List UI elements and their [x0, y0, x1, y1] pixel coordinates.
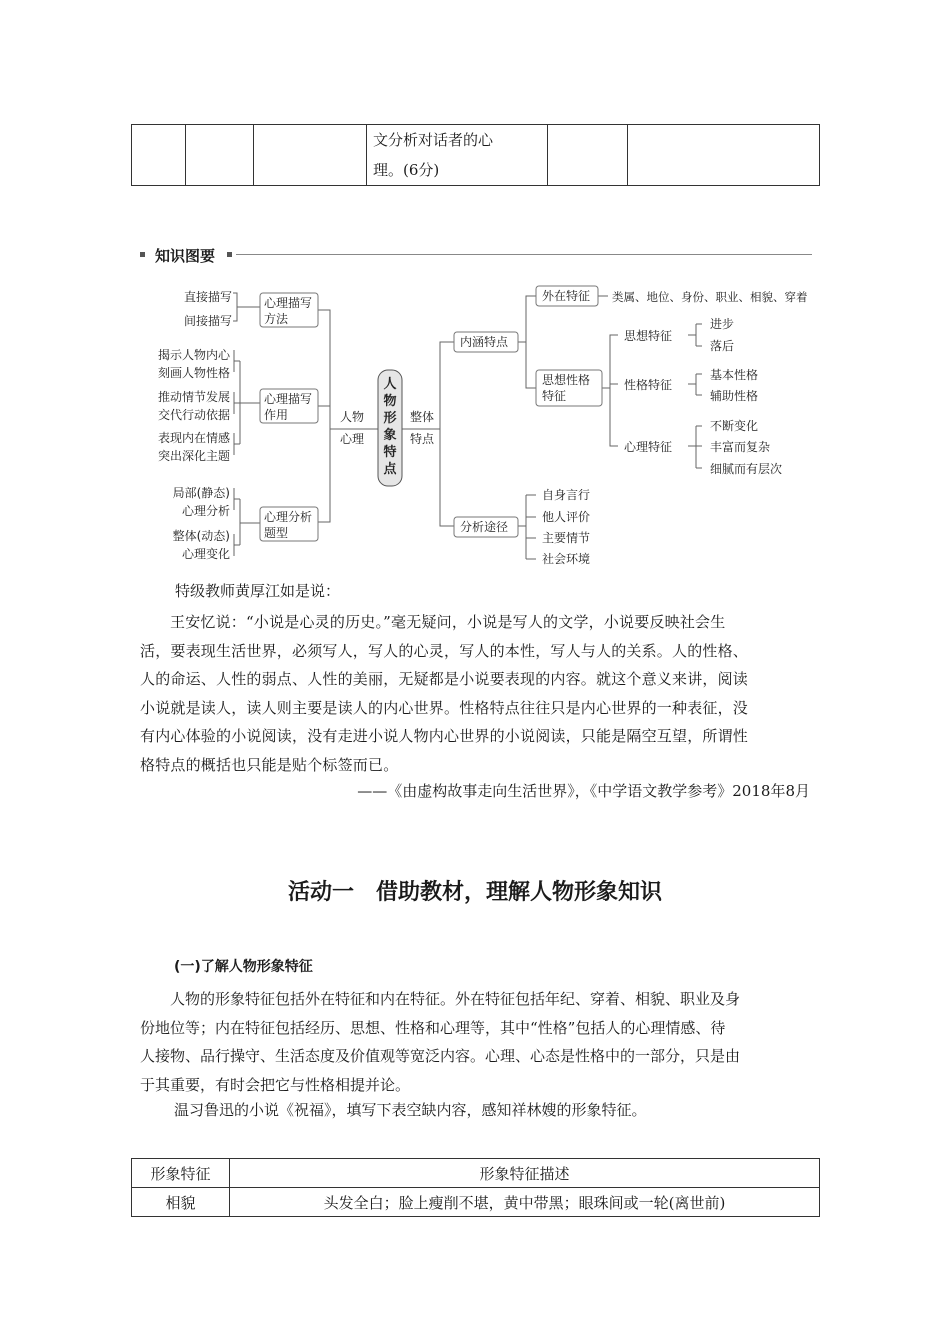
function-item: 推动情节发展 — [157, 390, 230, 404]
table-cell — [254, 125, 367, 186]
table-cell-question — [367, 125, 548, 186]
knowledge-mindmap — [140, 280, 820, 580]
quote-line: 小说就是读人，读人则主要是读人的内心世界。性格特点往往只是内心世界的一种表征，没 — [140, 698, 749, 717]
box-label: 题型 — [264, 526, 289, 540]
character-item: 基本性格 — [710, 368, 759, 382]
table-cell — [132, 125, 186, 186]
quote-body — [140, 608, 812, 779]
box-label: 心理描写 — [264, 392, 313, 406]
center-char: 象 — [383, 428, 397, 443]
para-line: 于其重要，有时会把它与性格相提并论。 — [140, 1075, 411, 1094]
function-item: 刻画人物性格 — [157, 366, 230, 380]
box-label: 思想性格 — [542, 373, 591, 387]
box-connotation — [454, 332, 518, 352]
quote-line: 活，要表现生活世界，必须写人，写人的心灵，写人的本性，写人与人的关系。人的性格、 — [140, 641, 749, 660]
feature-table — [131, 1158, 820, 1217]
question-text: 文分析对话者的心理。(6分) — [373, 131, 494, 179]
center-node — [378, 370, 402, 486]
label-overall: 特点 — [410, 432, 435, 446]
para-line: 份地位等；内在特征包括经历、思想、性格和心理等，其中“性格”包括人的心理情感、待 — [140, 1018, 726, 1037]
analysis-item: 整体(动态) — [172, 529, 230, 543]
analysis-item: 心理变化 — [181, 547, 230, 561]
table-row — [132, 1188, 820, 1217]
table-header: 形象特征 — [132, 1159, 230, 1188]
bullet-square-icon — [227, 252, 232, 257]
external-desc: 类属、地位、身份、职业、相貌、穿着 — [612, 290, 808, 304]
table-header: 形象特征描述 — [230, 1159, 820, 1188]
analysis-item: 局部(静态) — [172, 486, 230, 500]
box-label: 心理描写 — [264, 296, 313, 310]
psych-item: 细腻而有层次 — [710, 462, 783, 476]
center-char: 特 — [383, 445, 397, 460]
psych-feature: 心理特征 — [624, 440, 673, 454]
character-feature: 性格特征 — [624, 378, 673, 392]
center-char: 物 — [383, 394, 397, 409]
box-external — [536, 286, 598, 306]
box-function — [260, 389, 318, 423]
quote-source: ——《由虚构故事走向生活世界》，《中学语文教学参考》2018年8月 — [357, 782, 810, 800]
box-label: 方法 — [264, 312, 289, 326]
activity-task: 温习鲁迅的小说《祝福》，填写下表空缺内容，感知祥林嫂的形象特征。 — [174, 1101, 647, 1119]
box-label: 分析途径 — [460, 520, 509, 534]
para-line-text: 人物的形象特征包括外在特征和内在特征。外在特征包括年纪、穿着、相貌、职业及身 — [170, 990, 741, 1008]
quote-line — [140, 608, 812, 637]
function-item: 揭示人物内心 — [157, 348, 230, 362]
activity-subtitle: (一)了解人物形象特征 — [174, 959, 313, 975]
box-approach — [454, 517, 518, 537]
label-character-psych: 人物 — [340, 410, 365, 424]
quote-line: 有内心体验的小说阅读，没有走进小说人物内心世界的小说阅读，只能是隔空互望，所谓性 — [140, 727, 749, 745]
table-cell: 头发全白；脸上瘦削不堪，黄中带黑；眼珠间或一轮(离世前) — [230, 1188, 820, 1217]
approach-item: 主要情节 — [542, 531, 591, 545]
character-item: 辅助性格 — [710, 389, 759, 403]
para-line — [140, 985, 812, 1014]
quote-line: 人的命运、人性的弱点、人性的美丽，无疑都是小说要表现的内容。就这个意义来讲，阅读 — [140, 670, 749, 688]
section-header — [140, 245, 812, 265]
thought-feature: 思想特征 — [624, 329, 673, 343]
box-method — [260, 293, 318, 327]
table-cell — [548, 125, 628, 186]
function-item: 交代行动依据 — [157, 408, 230, 422]
activity-paragraph — [140, 985, 812, 1099]
function-item: 突出深化主题 — [157, 449, 230, 463]
function-item: 表现内在情感 — [157, 431, 230, 445]
section-title: 知识图要 — [155, 247, 216, 265]
table-row — [132, 125, 820, 186]
thought-item: 进步 — [710, 317, 735, 331]
box-label: 内涵特点 — [460, 335, 509, 349]
analysis-item: 心理分析 — [181, 504, 230, 518]
divider — [236, 254, 812, 255]
psych-item: 丰富而复杂 — [710, 440, 771, 454]
thought-item: 落后 — [710, 339, 735, 353]
table-cell — [186, 125, 254, 186]
center-char: 点 — [383, 462, 397, 477]
box-label: 特征 — [542, 389, 567, 403]
quote-intro: 特级教师黄厚江如是说： — [175, 582, 341, 600]
bullet-square-icon — [140, 252, 145, 257]
top-table-fragment — [131, 124, 820, 186]
table-cell — [628, 125, 820, 186]
method-item-indirect: 间接描写 — [183, 314, 232, 328]
method-item-direct: 直接描写 — [183, 290, 232, 304]
table-cell: 相貌 — [132, 1188, 230, 1217]
box-label: 作用 — [264, 408, 289, 422]
approach-item: 社会环境 — [542, 552, 591, 566]
approach-item: 自身言行 — [542, 488, 591, 502]
label-overall: 整体 — [410, 410, 435, 424]
quote-line-text: 王安忆说：“小说是心灵的历史。”毫无疑问，小说是写人的文学，小说要反映社会生 — [170, 613, 726, 631]
label-character-psych: 心理 — [340, 432, 365, 446]
quote-line: 格特点的概括也只能是贴个标签而已。 — [140, 755, 399, 774]
para-line: 人接物、品行操守、生活态度及价值观等宽泛内容。心理、心态是性格中的一部分，只是由 — [140, 1047, 741, 1065]
box-label: 外在特征 — [542, 289, 591, 303]
center-char: 形 — [383, 411, 397, 426]
approach-item: 他人评价 — [542, 510, 591, 524]
box-thought — [536, 370, 602, 406]
activity-title: 活动一 借助教材，理解人物形象知识 — [287, 880, 662, 905]
box-label: 心理分析 — [264, 510, 313, 524]
box-analysis — [260, 507, 318, 541]
center-char: 人 — [383, 377, 397, 392]
table-header-row — [132, 1159, 820, 1188]
psych-item: 不断变化 — [710, 419, 759, 433]
